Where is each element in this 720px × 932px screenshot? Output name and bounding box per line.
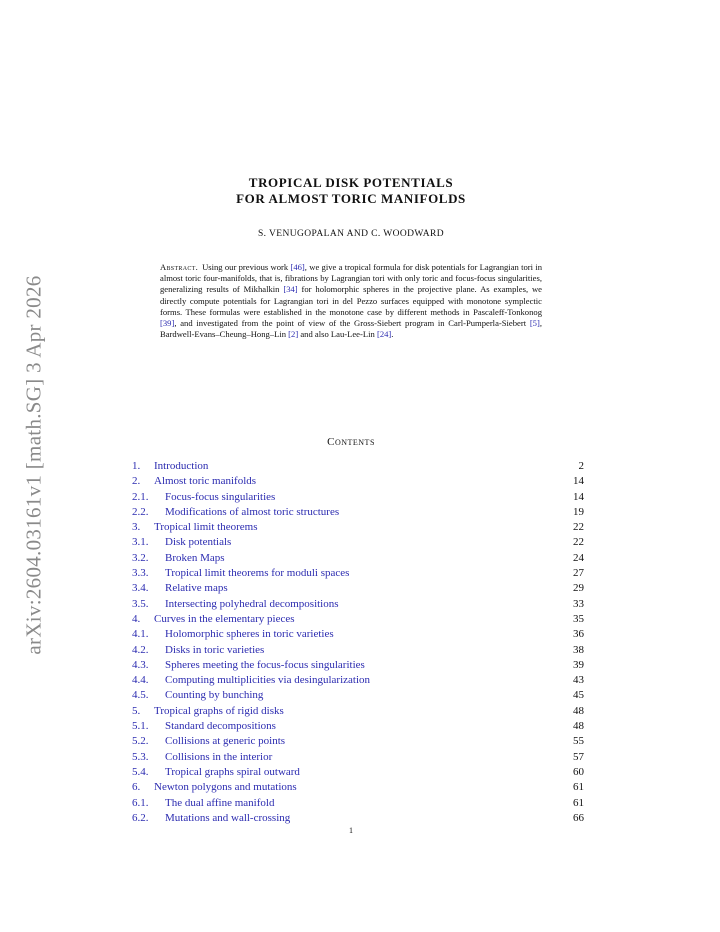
toc-entry-label[interactable]: Curves in the elementary pieces — [154, 612, 295, 625]
toc-subsection-entry[interactable] — [132, 627, 584, 642]
toc-entry-label[interactable]: Tropical graphs spiral outward — [165, 765, 300, 778]
toc-entry-number: 5.3. — [132, 750, 149, 763]
toc-subsection-entry[interactable] — [132, 535, 584, 550]
toc-entry-label[interactable]: Relative maps — [165, 582, 228, 595]
toc-section-entry[interactable] — [132, 780, 584, 795]
toc-entry-number: 5.1. — [132, 720, 149, 733]
toc-subsection-entry[interactable] — [132, 597, 584, 612]
toc-entry-page: 33 — [573, 597, 584, 610]
citation-link[interactable]: [5] — [529, 318, 540, 329]
toc-subsection-entry[interactable] — [132, 750, 584, 765]
toc-entry-number: 5.4. — [132, 765, 149, 778]
toc-entry-label[interactable]: Focus-focus singularities — [165, 490, 276, 503]
abstract-text: , Bardwell-Evans–Cheung–Hong–Lin — [160, 318, 542, 340]
toc-entry-number: 4.5. — [132, 689, 149, 702]
toc-entry-label[interactable]: Disk potentials — [165, 536, 232, 549]
toc-entry-page: 61 — [573, 796, 584, 809]
toc-entry-number: 4.3. — [132, 658, 149, 671]
toc-subsection-entry[interactable] — [132, 811, 584, 826]
toc-entry-page: 35 — [573, 612, 584, 625]
toc-entry-label[interactable]: Modifications of almost toric structures — [165, 505, 340, 518]
toc-entry-page: 43 — [573, 674, 584, 687]
toc-entry-page: 2 — [578, 460, 584, 472]
toc-entry-page: 55 — [573, 735, 584, 748]
abstract-label: Abstract. — [160, 262, 199, 272]
toc-entry-page: 24 — [573, 551, 584, 564]
citation-link[interactable]: [24] — [376, 329, 392, 340]
toc-entry-number: 3.5. — [132, 597, 149, 610]
toc-entry-page: 66 — [573, 811, 584, 824]
toc-entry-number: 4.1. — [132, 628, 149, 641]
toc-subsection-entry[interactable] — [132, 581, 584, 596]
contents-heading: Contents — [327, 436, 375, 448]
toc-subsection-entry[interactable] — [132, 765, 584, 780]
toc-entry-page: 60 — [573, 765, 584, 778]
toc-entry-number: 4. — [132, 612, 141, 625]
toc-entry-number: 3.2. — [132, 551, 149, 564]
toc-entry-number: 4.4. — [132, 674, 149, 687]
toc-entry-page: 61 — [573, 781, 584, 794]
toc-entry-page: 48 — [573, 720, 584, 733]
citation-link[interactable]: [39] — [160, 318, 175, 329]
citation-link[interactable]: [34] — [283, 284, 298, 295]
paper-authors: S. VENUGOPALAN AND C. WOODWARD — [257, 229, 444, 239]
abstract-paragraph — [160, 262, 542, 340]
toc-subsection-entry[interactable] — [132, 719, 584, 734]
toc-entry-label[interactable]: Collisions in the interior — [165, 750, 273, 763]
toc-entry-page: 29 — [573, 582, 584, 595]
citation-link[interactable]: [2] — [288, 329, 299, 340]
toc-subsection-entry[interactable] — [132, 688, 584, 703]
toc-subsection-entry[interactable] — [132, 796, 584, 811]
toc-entry-page: 14 — [573, 475, 584, 488]
toc-entry-page: 39 — [573, 658, 584, 671]
toc-subsection-entry[interactable] — [132, 658, 584, 673]
toc-entry-label[interactable]: Intersecting polyhedral decompositions — [165, 597, 339, 610]
toc-entry-label[interactable]: Spheres meeting the focus-focus singularities — [165, 658, 365, 671]
toc-entry-number: 6. — [132, 781, 141, 794]
toc-entry-page: 48 — [573, 704, 584, 717]
toc-entry-page: 14 — [573, 490, 584, 503]
toc-entry-number: 4.2. — [132, 643, 149, 656]
toc-entry-page: 36 — [573, 628, 584, 641]
arxiv-identifier-text: arXiv:2604.03161v1 [math.SG] 3 Apr 2026 — [21, 275, 46, 655]
toc-entry-page: 45 — [573, 689, 584, 702]
toc-section-entry[interactable] — [132, 520, 584, 535]
toc-entry-label[interactable]: Standard decompositions — [165, 720, 276, 733]
toc-entry-label[interactable]: Mutations and wall-crossing — [165, 811, 291, 824]
toc-entry-label[interactable]: Almost toric manifolds — [154, 475, 257, 488]
toc-entry-label[interactable]: Disks in toric varieties — [165, 643, 265, 656]
abstract-text: Using our previous work — [202, 262, 291, 272]
toc-entry-number: 3.3. — [132, 567, 149, 580]
page-number: 1 — [349, 826, 353, 835]
toc-entry-label[interactable]: Tropical limit theorems — [154, 521, 258, 534]
toc-entry-page: 38 — [573, 643, 584, 656]
toc-entry-number: 2.1. — [132, 490, 149, 503]
toc-entry-number: 3. — [132, 521, 141, 534]
toc-entry-label[interactable]: The dual affine manifold — [165, 796, 275, 809]
toc-entry-page: 22 — [573, 536, 584, 549]
toc-subsection-entry[interactable] — [132, 566, 584, 581]
toc-section-entry[interactable] — [132, 704, 584, 719]
abstract-text: and also Lau-Lee-Lin — [298, 329, 377, 340]
toc-subsection-entry[interactable] — [132, 490, 584, 505]
toc-entry-page: 57 — [573, 750, 584, 763]
toc-section-entry[interactable] — [132, 612, 584, 627]
toc-entry-label[interactable]: Collisions at generic points — [165, 735, 286, 748]
toc-entry-label[interactable]: Holomorphic spheres in toric varieties — [165, 628, 334, 641]
toc-entry-number: 2. — [132, 475, 141, 488]
toc-subsection-entry[interactable] — [132, 505, 584, 520]
toc-entry-number: 3.1. — [132, 536, 149, 549]
toc-entry-label[interactable]: Counting by bunching — [165, 689, 264, 702]
toc-subsection-entry[interactable] — [132, 643, 584, 658]
toc-entry-number: 5.2. — [132, 735, 149, 748]
toc-subsection-entry[interactable] — [132, 551, 584, 566]
table-of-contents — [132, 459, 584, 826]
toc-entry-number: 2.2. — [132, 505, 149, 518]
toc-entry-number: 3.4. — [132, 582, 149, 595]
toc-entry-label[interactable]: Tropical graphs of rigid disks — [154, 704, 284, 717]
toc-entry-label[interactable]: Computing multiplicities via desingularization — [165, 674, 370, 687]
toc-entry-number: 6.2. — [132, 811, 149, 824]
toc-entry-number: 6.1. — [132, 796, 149, 809]
paper-title-line-1: TROPICAL DISK POTENTIALS — [248, 175, 454, 190]
abstract-text: . — [391, 329, 394, 340]
toc-section-entry[interactable] — [132, 474, 584, 489]
toc-entry-page: 27 — [573, 567, 584, 580]
toc-subsection-entry[interactable] — [132, 673, 584, 688]
toc-entry-label[interactable]: Introduction — [154, 460, 209, 472]
citation-link[interactable]: [46] — [290, 262, 305, 272]
abstract-text: for holomorphic spheres in the projective plane. As examples, we directly compute potentials for Lagrangian tori in del Pezzo surfaces equipped with monotone symplectic forms. These formulas were established in the monotone case by different methods in Pascaleff-Tonkonog — [160, 284, 542, 317]
toc-entry-page: 22 — [573, 521, 584, 534]
toc-entry-number: 5. — [132, 704, 141, 717]
toc-entry-number: 1. — [132, 460, 141, 472]
toc-entry-page: 19 — [573, 505, 584, 518]
toc-entry-label[interactable]: Broken Maps — [165, 551, 225, 564]
toc-entry-label[interactable]: Newton polygons and mutations — [154, 781, 297, 794]
paper-title-line-2: FOR ALMOST TORIC MANIFOLDS — [236, 191, 466, 206]
toc-subsection-entry[interactable] — [132, 734, 584, 749]
toc-entry-label[interactable]: Tropical limit theorems for moduli spaces — [165, 567, 350, 580]
toc-section-entry[interactable] — [132, 459, 584, 474]
abstract-text: , we give a tropical formula for disk potentials for Lagrangian tori in almost toric four-manifolds, that is, fibrations by Lagrangian tori with only toric and focus-focus singularities, generalizing results of Mikhalkin — [160, 262, 543, 295]
abstract-text: , and investigated from the point of view of the Gross-Siebert program in Carl-Pumperla-Siebert — [174, 318, 530, 329]
